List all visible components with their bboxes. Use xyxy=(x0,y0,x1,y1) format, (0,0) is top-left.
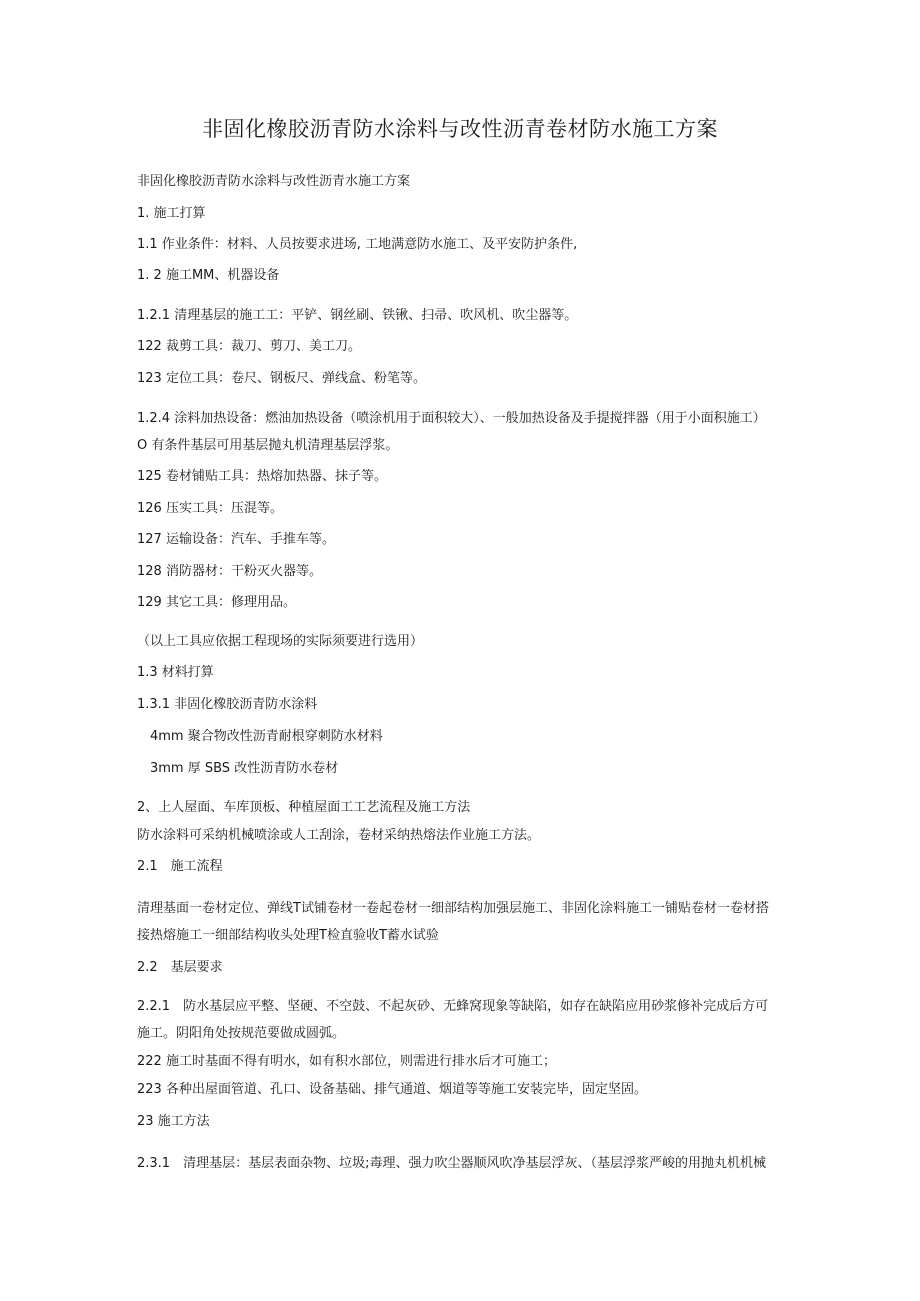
paragraph-line: 129 其它工具：修理用品。 xyxy=(137,595,296,610)
paragraph-line: O 有条件基层可用基层抛丸机清理基层浮浆。 xyxy=(137,438,399,453)
paragraph-line: 接热熔施工一细部结构收头处理T检直验收T蓄水试验 xyxy=(137,928,439,943)
paragraph-line: 2.2.1 防水基层应平整、坚硬、不空鼓、不起灰砂、无蜂窝现象等缺陷，如存在缺陷应用砂浆修补完成后方可 xyxy=(137,999,769,1014)
paragraph-line: 1.3.1 非固化橡胶沥青防水涂料 xyxy=(137,697,318,712)
paragraph-line: 1.2.1 清理基层的施工工：平铲、钢丝刷、铁锹、扫帚、吹风机、吹尘器等。 xyxy=(137,308,578,323)
paragraph-line: 1.1 作业条件：材料、人员按要求进场, 工地满意防水施工、及平安防护条件, xyxy=(137,237,578,252)
paragraph-line: 223 各种出屋面管道、孔口、设备基础、排气通道、烟道等等施工安装完毕，固定坚固。 xyxy=(137,1082,647,1097)
note-line: （以上工具应依据工程现场的实际须要进行选用） xyxy=(137,634,424,649)
paragraph-line: 122 裁剪工具：裁刀、剪刀、美工刀。 xyxy=(137,339,361,354)
section-heading: 2.2 基层要求 xyxy=(137,960,223,975)
section-heading: 1.3 材料打算 xyxy=(137,665,214,680)
paragraph-line: 清理基面一卷材定位、弹线T试铺卷材一卷起卷材一细部结构加强层施工、非固化涂料施工一铺贴卷材一卷材搭 xyxy=(137,901,769,916)
paragraph-line: 施工。阴阳角处按规范要做成圆弧。 xyxy=(137,1026,346,1041)
paragraph-line: 123 定位工具：卷尺、钢板尺、弹线盒、粉笔等。 xyxy=(137,371,426,386)
paragraph-line: 防水涂料可采纳机械喷涂或人工刮涂，卷材采纳热熔法作业施工方法。 xyxy=(137,828,541,843)
paragraph-line: 127 运输设备：汽车、手推车等。 xyxy=(137,532,335,547)
paragraph-line: 125 卷材铺贴工具：热熔加热器、抹子等。 xyxy=(137,469,387,484)
section-heading: 2.1 施工流程 xyxy=(137,859,223,874)
paragraph-line: 2.3.1 清理基层：基层表面杂物、垃圾;毒理、强力吹尘器顺风吹净基层浮灰、（基层浮浆严峻的用抛丸机机械 xyxy=(137,1156,766,1171)
document-title: 非固化橡胶沥青防水涂料与改性沥青卷材防水施工方案 xyxy=(202,117,718,141)
paragraph-line: 128 消防器材：干粉灭火器等。 xyxy=(137,564,322,579)
section-heading: 1. 施工打算 xyxy=(137,206,206,221)
section-heading: 2、上人屋面、车库顶板、种植屋面工工艺流程及施工方法 xyxy=(137,800,471,815)
paragraph-line: 1.2.4 涂料加热设备：燃油加热设备（喷涂机用于面积较大）、一般加热设备及手提搅拌器（用于小面积施工） xyxy=(137,411,766,426)
material-item: 4mm 聚合物改性沥青耐根穿刺防水材料 xyxy=(150,729,383,744)
material-item: 3mm 厚 SBS 改性沥青防水卷材 xyxy=(150,761,339,776)
paragraph-line: 222 施工时基面不得有明水，如有积水部位，则需进行排水后才可施工； xyxy=(137,1054,556,1069)
paragraph-line: 126 压实工具：压混等。 xyxy=(137,501,283,516)
subtitle-line: 非固化橡胶沥青防水涂料与改性沥青水施工方案 xyxy=(137,174,411,189)
section-heading: 1. 2 施工MM、机器设备 xyxy=(137,268,280,283)
section-heading: 23 施工方法 xyxy=(137,1114,210,1129)
